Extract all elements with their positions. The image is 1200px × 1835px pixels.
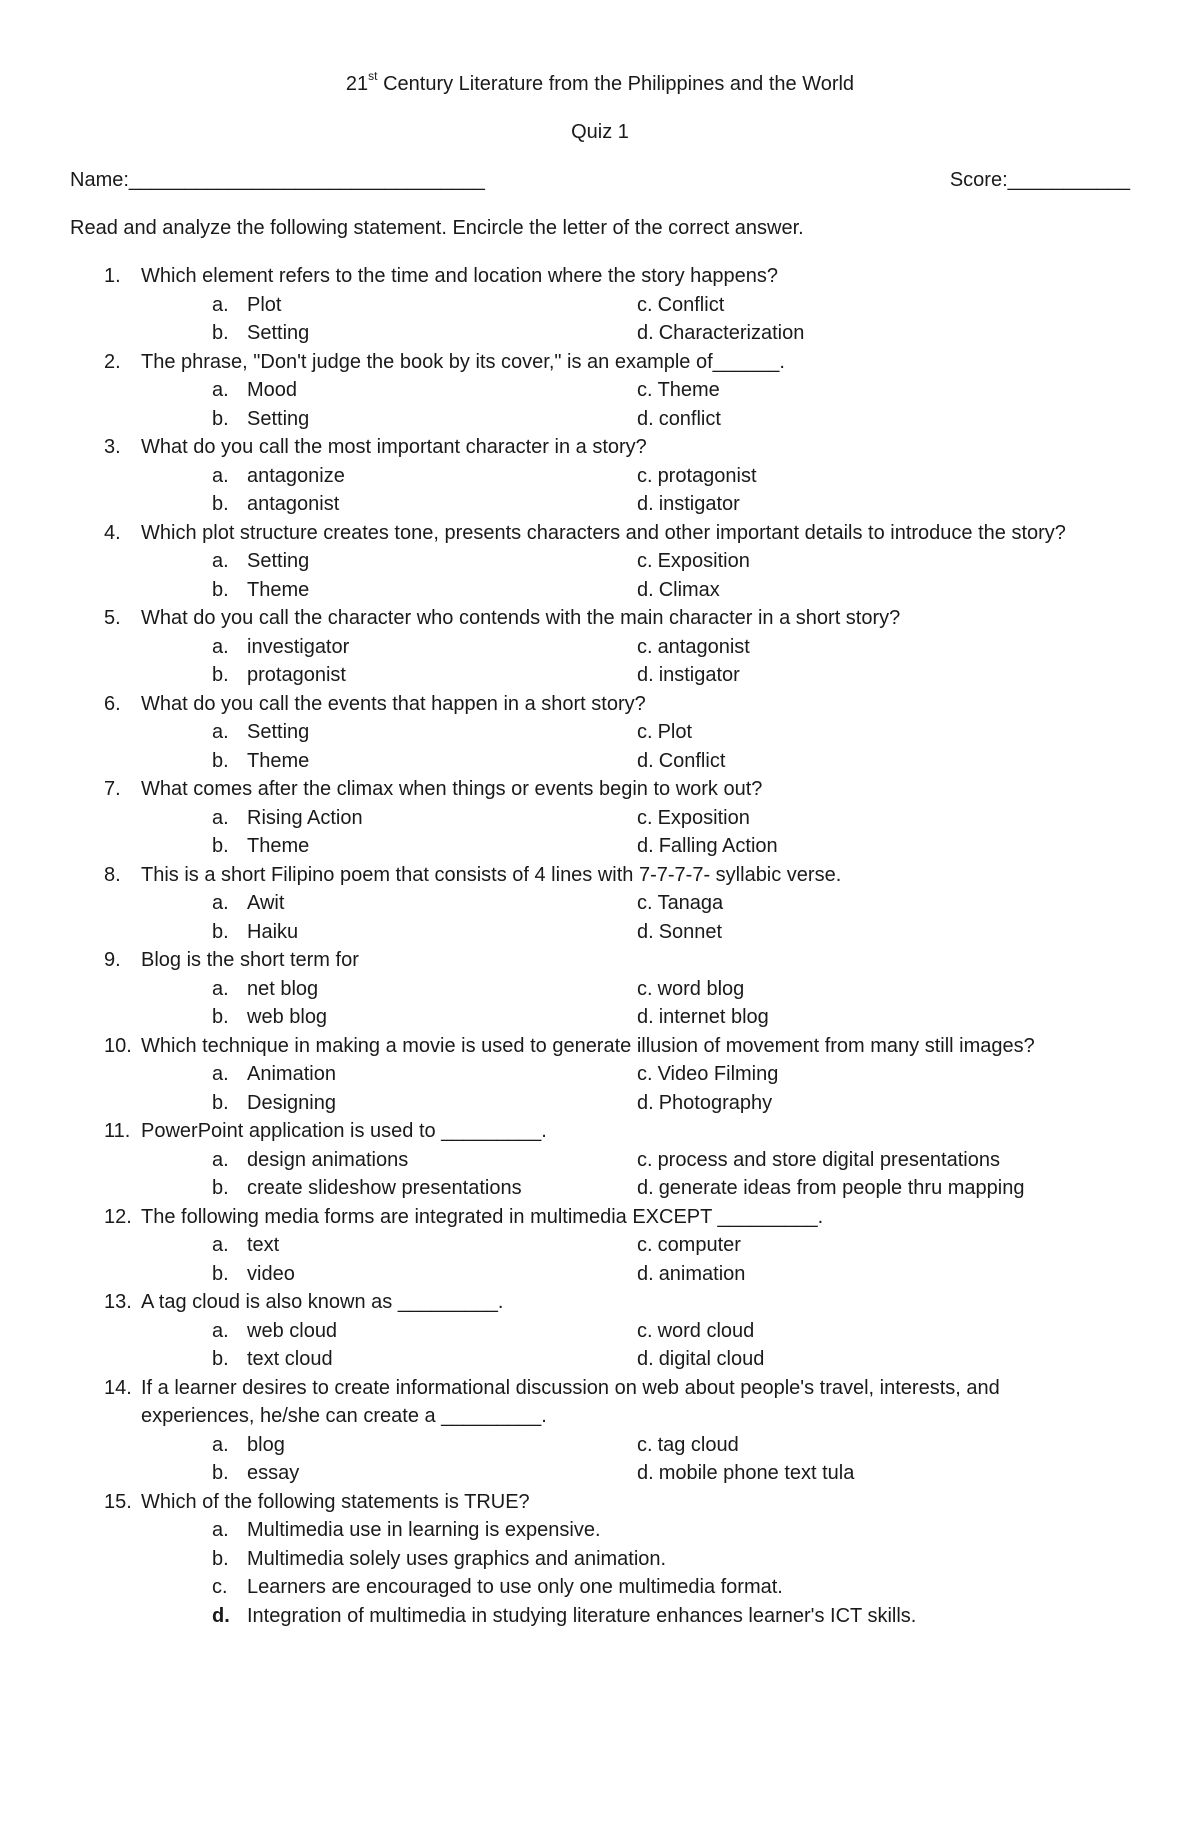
option-text: Mood [247, 379, 298, 401]
option-letter: a. [212, 1319, 229, 1342]
option-text: text cloud [247, 1348, 333, 1370]
option-row [0, 1089, 1200, 1118]
option-text: Video Filming [657, 1063, 779, 1085]
option-letter: c. [637, 1319, 653, 1342]
option-text: protagonist [657, 464, 757, 487]
option-letter: b. [212, 1547, 229, 1570]
answer-option[interactable] [212, 1089, 336, 1118]
question-text: If a learner desires to create informational discussion on web about people's travel, interests, and experiences, he/she can create a _________. [141, 1376, 1000, 1427]
question-text: What do you call the events that happen in a short story? [141, 692, 646, 715]
option-text: text [247, 1234, 280, 1256]
answer-option[interactable] [212, 1060, 336, 1089]
answer-option[interactable] [637, 490, 740, 519]
option-letter: a. [212, 1519, 229, 1541]
answer-option[interactable] [637, 832, 778, 861]
answer-option[interactable] [637, 1174, 1024, 1203]
option-letter: c. [637, 977, 653, 1000]
option-letter: b. [212, 664, 229, 686]
answer-option[interactable] [212, 490, 339, 519]
option-text: Multimedia solely uses graphics and animation. [247, 1547, 667, 1570]
option-letter: b. [212, 1177, 229, 1199]
option-letter: d. [637, 1262, 654, 1285]
answer-option[interactable] [637, 1003, 769, 1032]
answer-options [0, 462, 1200, 519]
answer-option[interactable] [637, 718, 692, 747]
answer-options [0, 376, 1200, 433]
question-number: 4. [104, 521, 121, 544]
question-item [0, 1288, 1200, 1374]
option-text: web blog [247, 1006, 328, 1028]
answer-option[interactable] [212, 718, 309, 747]
question-number: 5. [104, 607, 121, 629]
option-text: Rising Action [247, 806, 363, 829]
option-text: Conflict [657, 293, 725, 316]
option-text: essay [247, 1462, 300, 1484]
option-letter: d. [637, 407, 654, 430]
option-row [0, 490, 1200, 519]
option-text: Setting [247, 322, 310, 344]
option-row [0, 319, 1200, 348]
option-row [0, 1146, 1200, 1175]
option-letter: a. [212, 635, 229, 658]
option-letter: a. [212, 892, 229, 914]
option-text: Characterization [658, 322, 805, 344]
question-number: 15. [104, 1490, 132, 1513]
answer-option[interactable] [637, 1260, 745, 1289]
option-text: word blog [657, 977, 745, 1000]
option-letter: b. [212, 407, 229, 430]
option-text: web cloud [247, 1319, 338, 1342]
option-letter: c. [637, 806, 653, 829]
answer-options [0, 975, 1200, 1032]
option-text: tag cloud [657, 1433, 739, 1456]
option-row [0, 747, 1200, 776]
question-item [0, 861, 1200, 947]
option-text: process and store digital presentations [657, 1148, 1000, 1171]
question-number: 13. [104, 1291, 132, 1313]
option-row [0, 1260, 1200, 1289]
question-item [0, 1117, 1200, 1203]
option-text: Integration of multimedia in studying literature enhances learner's ICT skills. [247, 1604, 917, 1627]
option-letter: b. [212, 578, 229, 601]
answer-option[interactable] [212, 319, 309, 348]
option-text: net blog [247, 977, 319, 1000]
option-text: Setting [247, 407, 310, 430]
question-item [0, 690, 1200, 776]
question-text: The phrase, "Don't judge the book by its cover," is an example of______. [141, 350, 785, 373]
answer-option[interactable] [637, 804, 750, 833]
question-item [0, 348, 1200, 434]
answer-option[interactable] [212, 576, 309, 605]
question-text: PowerPoint application is used to _________. [141, 1120, 547, 1142]
option-letter: b. [212, 1262, 229, 1285]
option-text: Exposition [657, 550, 750, 572]
answer-option[interactable] [637, 576, 720, 605]
question-text: This is a short Filipino poem that consists of 4 lines with 7-7-7-7- syllabic verse. [141, 863, 842, 886]
answer-option[interactable] [212, 975, 318, 1004]
question-item [0, 1032, 1200, 1118]
option-letter: a. [212, 379, 229, 401]
option-row [0, 291, 1200, 320]
option-letter: c. [637, 1148, 653, 1171]
option-letter: c. [637, 1433, 653, 1456]
question-number: 12. [104, 1205, 132, 1228]
option-row [0, 832, 1200, 861]
answer-option[interactable] [637, 376, 720, 405]
answer-option[interactable] [212, 1231, 279, 1260]
document-title [0, 70, 1200, 98]
option-text: antagonize [247, 464, 345, 487]
question-item [0, 519, 1200, 605]
question-number: 11. [104, 1120, 131, 1142]
option-letter: d. [637, 1006, 654, 1028]
answer-option[interactable] [212, 405, 309, 434]
question-item [0, 1203, 1200, 1289]
question-number: 6. [104, 692, 121, 715]
question-item [0, 1374, 1200, 1488]
answer-option[interactable] [212, 918, 298, 947]
option-letter: b. [212, 1348, 229, 1370]
option-text: Haiku [247, 920, 299, 943]
answer-option[interactable] [637, 1459, 854, 1488]
option-text: protagonist [247, 664, 346, 686]
answer-option[interactable] [637, 1431, 739, 1460]
option-row [0, 576, 1200, 605]
option-letter: a. [212, 806, 229, 829]
answer-option[interactable] [212, 1003, 327, 1032]
option-row [0, 918, 1200, 947]
option-letter: a. [212, 1063, 229, 1085]
option-text: Setting [247, 550, 310, 572]
option-letter: c. [637, 892, 653, 914]
option-text: Designing [247, 1091, 336, 1114]
option-letter: c. [637, 550, 653, 572]
option-row [0, 1345, 1200, 1374]
option-letter: d. [637, 835, 654, 857]
option-letter: c. [637, 1234, 653, 1256]
title-superscript: st [368, 69, 378, 84]
option-text: Sonnet [658, 920, 723, 943]
question-item [0, 604, 1200, 690]
answer-options [0, 1146, 1200, 1203]
question-list [0, 262, 1200, 1630]
answer-option[interactable] [0, 1545, 1200, 1574]
answer-option[interactable] [0, 1573, 1200, 1602]
answer-option[interactable] [212, 1317, 337, 1346]
option-letter: b. [212, 493, 229, 515]
answer-options [0, 1431, 1200, 1488]
option-row [0, 1060, 1200, 1089]
answer-option[interactable] [212, 1459, 299, 1488]
option-text: design animations [247, 1148, 409, 1171]
option-row [0, 975, 1200, 1004]
answer-option[interactable] [637, 547, 750, 576]
option-row [0, 376, 1200, 405]
option-row [0, 547, 1200, 576]
quiz-subtitle: Quiz 1 [571, 121, 629, 143]
option-letter: b. [212, 749, 229, 772]
answer-option[interactable] [637, 661, 740, 690]
option-letter: d. [637, 1348, 654, 1370]
option-letter: b. [212, 920, 229, 943]
option-text: digital cloud [658, 1348, 765, 1370]
option-row [0, 1231, 1200, 1260]
question-text: The following media forms are integrated in multimedia EXCEPT _________. [141, 1205, 824, 1228]
option-text: Multimedia use in learning is expensive. [247, 1519, 601, 1541]
option-text: Photography [658, 1091, 773, 1114]
option-letter: a. [212, 550, 229, 572]
answer-options [0, 889, 1200, 946]
option-letter: d. [637, 920, 654, 943]
question-text: What comes after the climax when things or events begin to work out? [141, 778, 763, 800]
answer-option[interactable] [637, 889, 723, 918]
answer-option[interactable] [212, 889, 284, 918]
answer-option[interactable] [212, 376, 297, 405]
question-text: Which of the following statements is TRUE? [141, 1490, 530, 1513]
answer-options [0, 804, 1200, 861]
option-text: Tanaga [657, 892, 724, 914]
answer-option[interactable] [637, 405, 721, 434]
option-text: blog [247, 1433, 285, 1456]
option-text: Awit [247, 892, 285, 914]
question-text: What do you call the character who contends with the main character in a short story? [141, 607, 901, 629]
question-text: Which technique in making a movie is used to generate illusion of movement from many still images? [141, 1034, 1035, 1057]
answer-option[interactable] [212, 1146, 408, 1175]
option-letter: d. [637, 1462, 654, 1484]
instructions: Read and analyze the following statement. Encircle the letter of the correct answer. [70, 217, 804, 239]
option-text: internet blog [658, 1006, 769, 1028]
option-text: computer [657, 1234, 741, 1256]
score-field: Score:___________ [949, 169, 1130, 191]
option-letter: a. [212, 721, 229, 743]
option-letter: d. [637, 578, 654, 601]
answer-option[interactable] [637, 1089, 772, 1118]
question-number: 9. [104, 949, 121, 971]
option-text: Animation [247, 1063, 336, 1085]
question-number: 7. [104, 778, 121, 800]
answer-option[interactable] [637, 319, 804, 348]
option-text: Conflict [658, 749, 726, 772]
option-letter: c. [637, 721, 653, 743]
option-text: Learners are encouraged to use only one multimedia format. [247, 1576, 783, 1598]
option-letter: c. [637, 379, 653, 401]
question-item [0, 1488, 1200, 1631]
title-prefix: 21 [345, 73, 369, 95]
option-text: Exposition [657, 806, 750, 829]
answer-option[interactable] [212, 1345, 333, 1374]
option-letter: b. [212, 835, 229, 857]
option-letter: a. [212, 1433, 229, 1456]
option-text: animation [658, 1262, 746, 1285]
answer-options [0, 1317, 1200, 1374]
option-letter: c. [637, 293, 653, 316]
option-text: create slideshow presentations [247, 1177, 522, 1199]
option-letter: c. [637, 1063, 653, 1085]
option-letter: c. [637, 464, 653, 487]
answer-option[interactable] [637, 975, 744, 1004]
answer-option[interactable] [0, 1602, 1200, 1631]
option-text: Theme [247, 835, 310, 857]
option-row [0, 462, 1200, 491]
option-text: Falling Action [658, 835, 778, 857]
answer-options [0, 291, 1200, 348]
answer-option[interactable] [212, 1431, 285, 1460]
question-number: 8. [104, 863, 121, 886]
question-number: 2. [104, 350, 121, 373]
option-letter: a. [212, 464, 229, 487]
answer-option[interactable] [637, 1231, 741, 1260]
answer-option[interactable] [637, 1317, 754, 1346]
option-row [0, 633, 1200, 662]
option-letter: d. [637, 1091, 654, 1114]
question-number: 1. [104, 265, 121, 287]
option-row [0, 661, 1200, 690]
option-letter: b. [212, 1006, 229, 1028]
answer-option[interactable] [0, 1516, 1200, 1545]
option-text: Theme [247, 749, 310, 772]
answer-option[interactable] [637, 918, 722, 947]
answer-option[interactable] [212, 747, 309, 776]
answer-options [0, 1060, 1200, 1117]
question-number: 3. [104, 436, 121, 458]
option-text: Theme [657, 379, 720, 401]
option-text: Theme [247, 578, 310, 601]
option-letter: a. [212, 1234, 229, 1256]
option-text: Climax [658, 578, 720, 601]
option-text: investigator [247, 635, 350, 658]
question-text: A tag cloud is also known as _________. [141, 1291, 504, 1313]
name-field: Name:________________________________ [70, 169, 485, 191]
answer-option[interactable] [637, 291, 724, 320]
option-letter: a. [212, 293, 229, 316]
option-text: mobile phone text tula [658, 1462, 855, 1484]
answer-option[interactable] [637, 1060, 778, 1089]
option-text: instigator [658, 664, 740, 686]
option-text: antagonist [247, 493, 340, 515]
answer-option[interactable] [212, 1174, 522, 1203]
answer-option[interactable] [637, 1345, 764, 1374]
option-text: video [247, 1262, 295, 1285]
question-item [0, 433, 1200, 519]
option-letter: d. [637, 1177, 654, 1199]
option-row [0, 1003, 1200, 1032]
question-text: Which element refers to the time and location where the story happens? [141, 265, 779, 287]
option-text: Plot [247, 293, 282, 316]
answer-option[interactable] [212, 462, 345, 491]
option-letter: b. [212, 322, 229, 344]
option-text: antagonist [657, 635, 750, 658]
option-letter: d. [637, 322, 654, 344]
option-row [0, 804, 1200, 833]
option-letter: d. [637, 664, 654, 686]
option-letter: d. [637, 749, 654, 772]
answer-option[interactable] [637, 462, 757, 491]
answer-option[interactable] [637, 747, 725, 776]
answer-options [0, 547, 1200, 604]
option-letter: a. [212, 1148, 229, 1171]
option-letter: c. [637, 635, 653, 658]
title-rest: Century Literature from the Philippines and the World [377, 73, 855, 95]
option-text: instigator [658, 493, 740, 515]
option-letter: a. [212, 977, 229, 1000]
question-number: 10. [104, 1034, 132, 1057]
option-row [0, 1459, 1200, 1488]
question-item [0, 946, 1200, 1032]
answer-option[interactable] [212, 804, 363, 833]
option-text: Setting [247, 721, 310, 743]
option-letter: c. [212, 1576, 228, 1598]
option-letter: d. [212, 1604, 230, 1627]
question-text: Blog is the short term for [141, 949, 359, 971]
answer-option[interactable] [212, 1260, 295, 1289]
option-row [0, 718, 1200, 747]
question-text: Which plot structure creates tone, presents characters and other important details to introduce the story? [141, 521, 1066, 544]
answer-option[interactable] [212, 832, 309, 861]
option-text: generate ideas from people thru mapping [658, 1177, 1025, 1199]
question-number: 14. [104, 1376, 132, 1399]
answer-option[interactable] [212, 633, 349, 662]
option-text: word cloud [657, 1319, 755, 1342]
option-text: Plot [657, 721, 693, 743]
option-letter: b. [212, 1462, 229, 1484]
answer-options [0, 718, 1200, 775]
option-letter: d. [637, 493, 654, 515]
option-row [0, 1174, 1200, 1203]
question-text: What do you call the most important character in a story? [141, 436, 647, 458]
option-row [0, 1431, 1200, 1460]
option-row [0, 889, 1200, 918]
answer-option[interactable] [637, 1146, 1000, 1175]
option-letter: b. [212, 1091, 229, 1114]
answer-option[interactable] [212, 291, 281, 320]
answer-options [0, 1231, 1200, 1288]
option-row [0, 1317, 1200, 1346]
option-text: conflict [658, 407, 721, 430]
question-item [0, 262, 1200, 348]
answer-option[interactable] [212, 661, 346, 690]
option-row [0, 405, 1200, 434]
answer-option[interactable] [212, 547, 309, 576]
question-item [0, 775, 1200, 861]
answer-option[interactable] [637, 633, 750, 662]
answer-options [0, 633, 1200, 690]
